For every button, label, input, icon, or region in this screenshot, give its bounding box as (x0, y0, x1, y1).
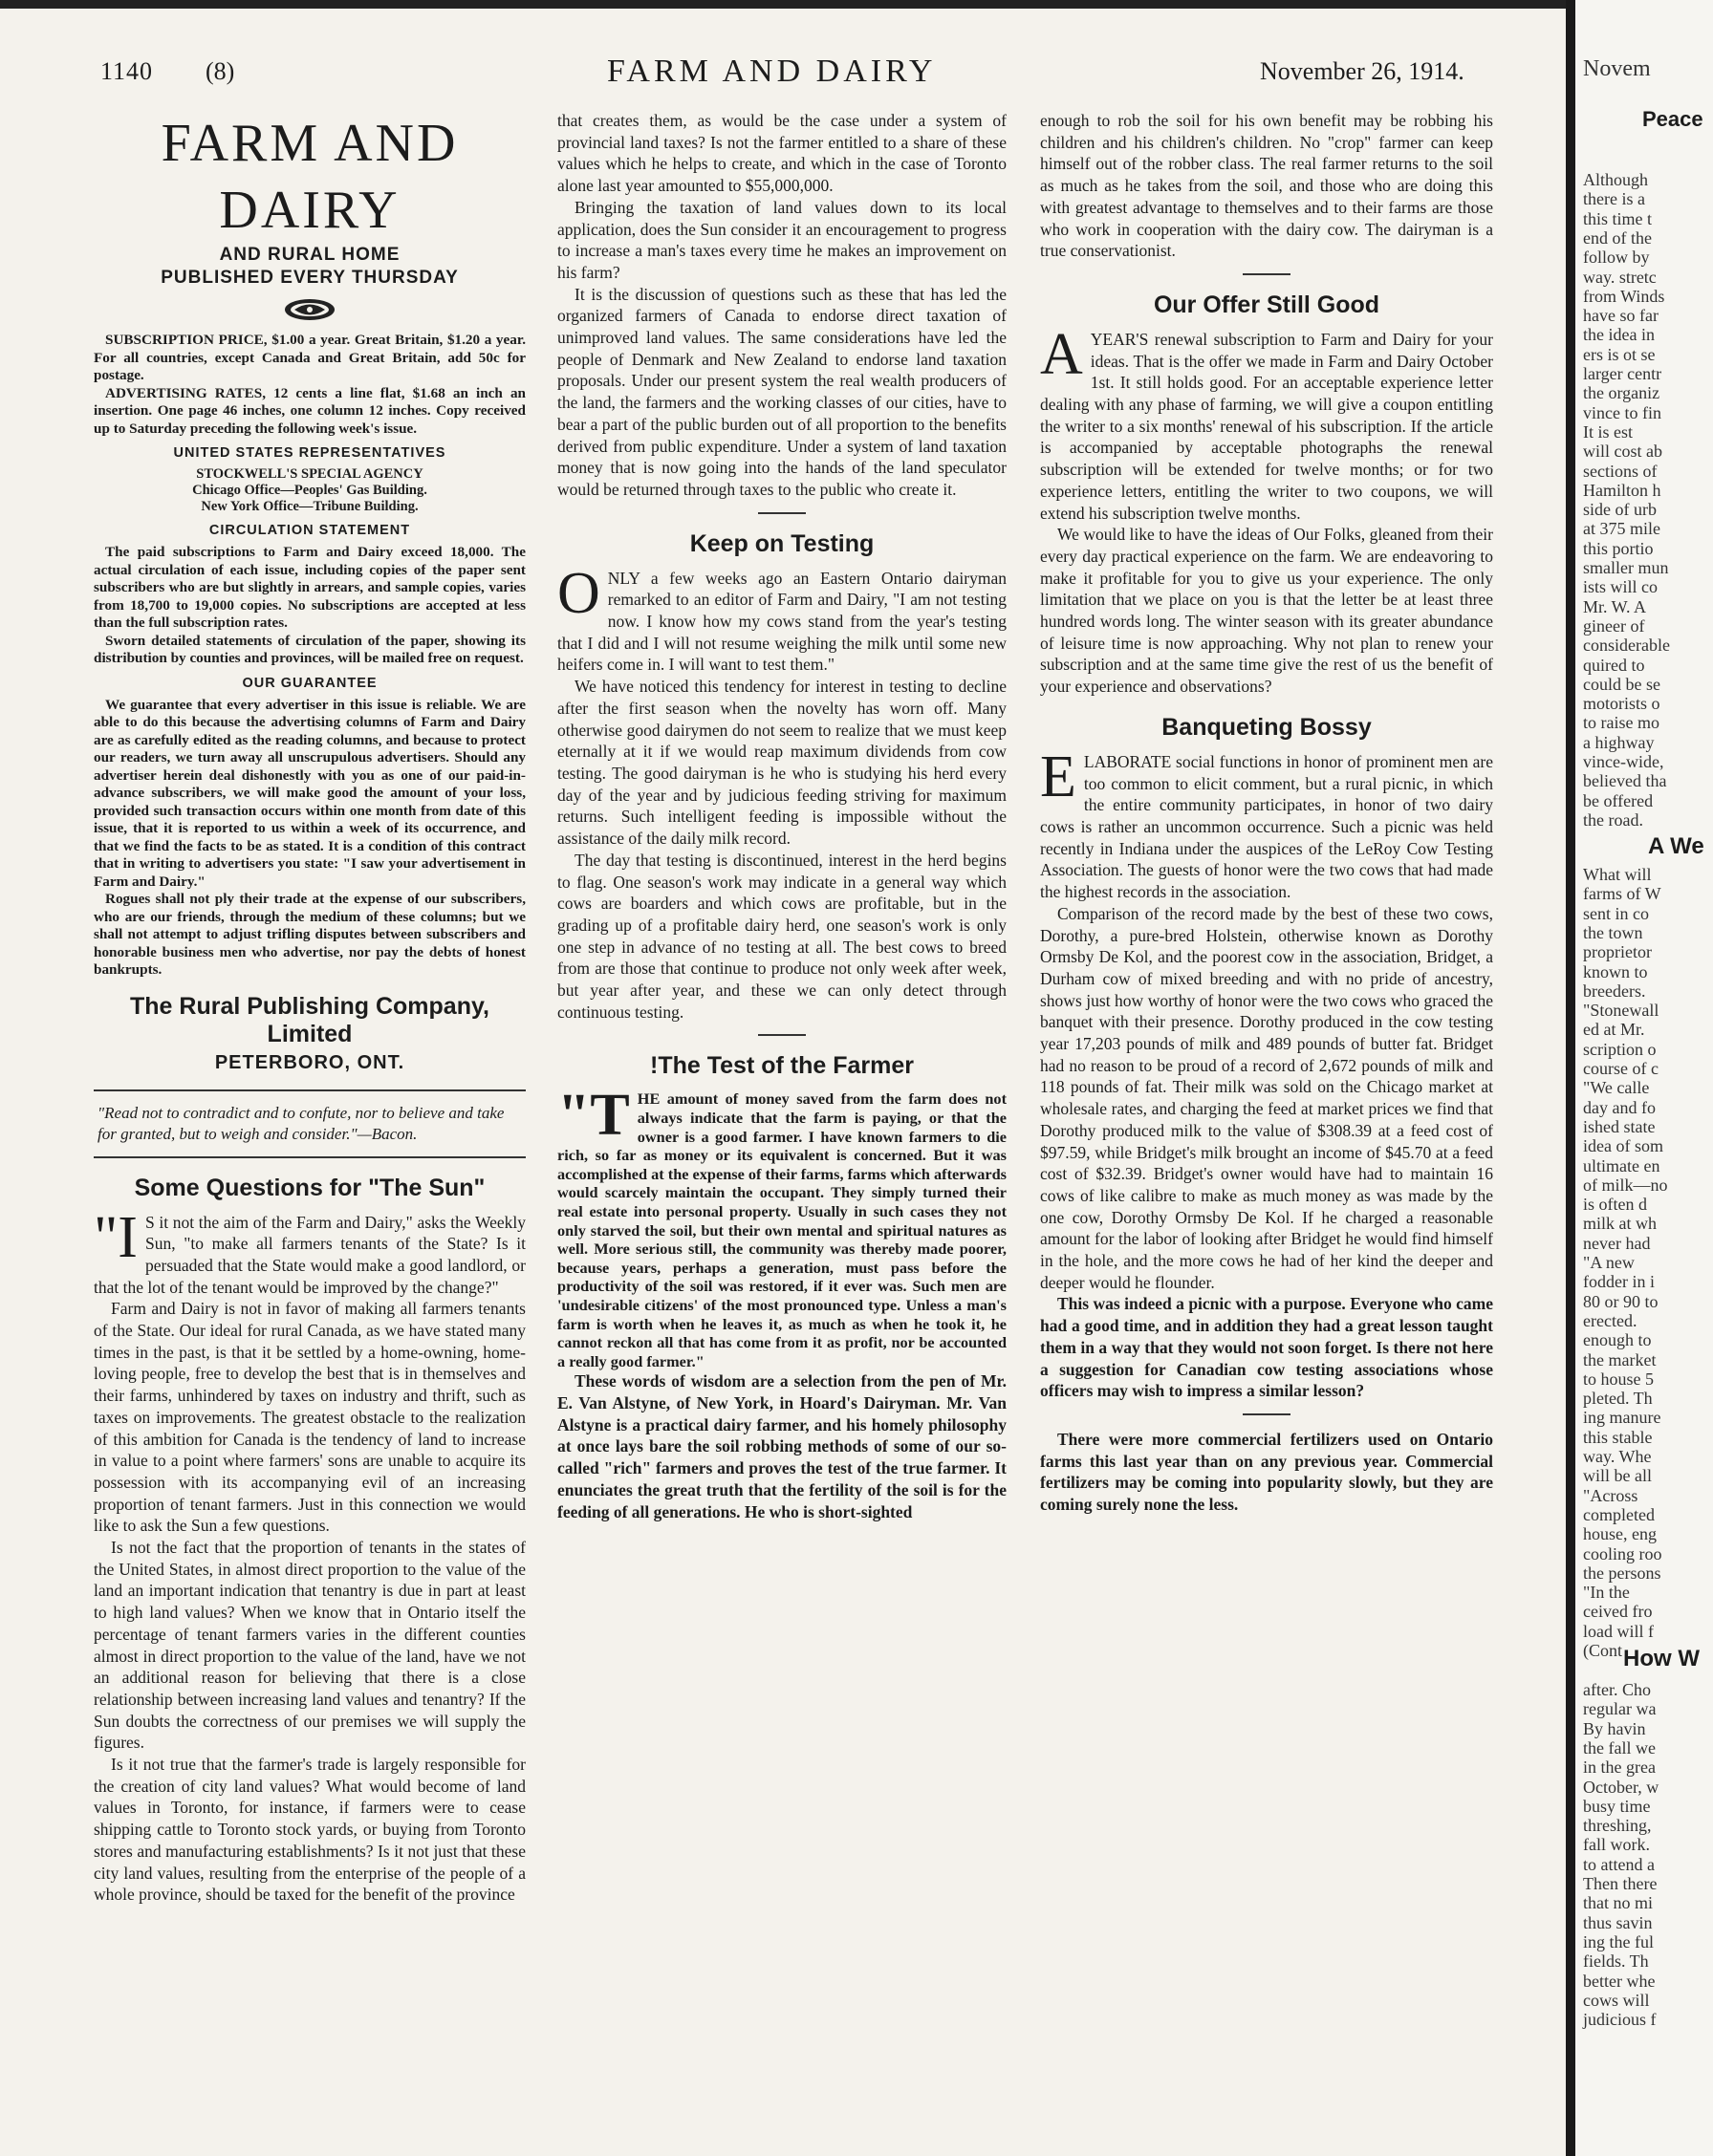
facing-page-line: enough to (1583, 1330, 1652, 1350)
facing-page-line: the fall we (1583, 1737, 1656, 1757)
facing-page-line: the town (1583, 922, 1643, 942)
bossy-paragraph-3: This was indeed a picnic with a purpose. Everyone who came had a good time, and in addition they had a great lesson taught them in a way that they would not soon forget. Is there not here a suggestion for Canadian cow testing associations whose officers may wish to impress a similar lesson? (1040, 1294, 1493, 1401)
facing-page-line: known to (1583, 961, 1648, 981)
facing-page-line: smaller mun (1583, 558, 1669, 577)
facing-page-line: way. stretc (1583, 267, 1657, 287)
testing-paragraph-1: ONLY a few weeks ago an Eastern Ontario dairyman remarked to an editor of Farm and Dairy, "I am not testing now. I know how my cows stand from the year's testing that I did and I will not resume weighing the milk until some new heifers come in. I will want to test them." (557, 560, 1007, 675)
facing-page-line: Mr. W. A (1583, 596, 1647, 616)
column-3 (1040, 110, 1493, 2136)
facing-page-line: thus savin (1583, 1912, 1653, 1932)
farmer-paragraph-2: These words of wisdom are a selection from the pen of Mr. E. Van Alstyne, of New York, in Hoard's Dairyman. Mr. Van Alstyne is a practical dairy farmer, and his homely philosophy at once lays bare the soil robbing methods of some of our so-called "rich" farmers and proves the test of the true farmer. It enunciates the great truth that the fertility of the soil is for the feeding of all generations. He who is short-sighted (557, 1371, 1007, 1521)
facing-page-line: to attend a (1583, 1854, 1655, 1874)
guarantee-heading: OUR GUARANTEE (242, 675, 378, 691)
bossy-paragraph-2: Comparison of the record made by the best of these two cows, Dorothy, a pure-bred Holstein, otherwise known as Dorothy Ormsby De Kol, and the poorest cow in the association, Bridget, a Durham cow of mixed breeding and with no pride of ancestry, shows just how worthy of honor were the two cows who graced the banquet with their presence. Dorothy produced in the cow testing year 17,203 pounds of milk and 489 pounds of butter fat. Bridget had no reason to be proud of a record of 2,672 pounds of milk and 118 pounds of fat. Their milk was sold on the Chicago market at wholesale rates, and charging the feed at market prices we find that Dorothy produced milk to the value of $308.39 at a feed cost of $97.59, while Bridget's milk brought an income of $45.70 at a feed cost of $32.39. Bridget's owner would have had to maintain 16 cows of like calibre to make as much money as was made by the one cow, Dorothy Ormsby De Kol. If he charged a reasonable amount for the labor of looking after Bridget he would find himself in the hole, and the more cows he had of her kind the deeper and deeper would he flounder. (1040, 903, 1493, 1292)
advertising-rates: ADVERTISING RATES, 12 cents a line flat, $1.68 an inch an insertion. One page 46 inches, one column 12 inches. Copy received up to Saturday preceding the following week's issue. (94, 384, 526, 437)
facing-page-line: in the grea (1583, 1757, 1656, 1778)
paper-title: FARM AND DAIRY (161, 114, 459, 240)
facing-page-line: "A new (1583, 1253, 1635, 1272)
facing-page-line: "We calle (1583, 1078, 1650, 1098)
facing-page-line: ceived fro (1583, 1602, 1653, 1622)
offer-paragraph-2: We would like to have the ideas of Our Folks, gleaned from their every day practical experience on the farm. We are endeavoring to make it profitable for you to give us your experience. The only limitation that we place on you is that the letter be at least three hundred words long. The winter season with its greater abundance of leisure time is now approaching. Why not plan to renew your subscription and at the same time give the rest of us the benefit of your experience and observations? (1040, 525, 1493, 697)
facing-page-line: fall work. (1583, 1835, 1650, 1855)
facing-page-line: ished state (1583, 1116, 1656, 1136)
facing-page-line: completed (1583, 1504, 1655, 1524)
facing-page-line: threshing, (1583, 1816, 1652, 1836)
short-divider (1243, 1413, 1290, 1415)
publisher-location: PETERBORO, ONT. (214, 1051, 405, 1073)
facing-page-line: ers is ot se (1583, 344, 1656, 364)
facing-page-line: end of the (1583, 227, 1652, 248)
testing-paragraph-2: We have noticed this tendency for interest in testing to decline after the first season when the novelty has worn off. Many otherwise good dairymen do not seem to realize that we must keep eternally at it if we would reap maximum dividends from cow testing. The good dairyman is he who is studying his herd every day of the year and by judicious feeding striving for maximum returns. Such intelligent feeding is impossible without the assistance of the daily milk record. (557, 677, 1007, 849)
facing-page-line: at 375 mile (1583, 519, 1660, 539)
facing-page-line: from Winds (1583, 286, 1665, 306)
facing-page-line: that no mi (1583, 1893, 1653, 1913)
facing-page-line: "Across (1583, 1485, 1638, 1505)
facing-heading-a-we: A We (1648, 833, 1704, 859)
fertilizer-paragraph: There were more commercial fertilizers used on Ontario farms this last year than on any previous year. Commercial fertilizers may be coming into popularity slowly, but they are coming surely none the less. (1040, 1429, 1493, 1515)
divider-rule (94, 1089, 526, 1091)
facing-page-line: It is est (1583, 421, 1633, 442)
chicago-office: Chicago Office—Peoples' Gas Building. (192, 483, 427, 498)
drop-cap: A (1040, 321, 1083, 387)
us-representatives-heading: UNITED STATES REPRESENTATIVES (173, 445, 446, 461)
facing-page-line: believed tha (1583, 771, 1667, 791)
facing-page-line: judicious f (1583, 2010, 1657, 2030)
facing-page-line: sent in co (1583, 903, 1649, 923)
sun-continued-1: that creates them, as would be the case under a system of provincial land taxes? Is not the farmer entitled to a share of these values which he helps to create, and which in the case of Toronto alone last year amounted to $55,000,000. (557, 111, 1007, 196)
facing-page-line: the road. (1583, 809, 1643, 830)
facing-page-line: this time t (1583, 208, 1652, 228)
facing-page-line: fields. Th (1583, 1951, 1649, 1972)
ornament-icon (281, 295, 338, 324)
publication-frequency: PUBLISHED EVERY THURSDAY (161, 268, 459, 288)
bacon-quote: "Read not to contradict and to confute, nor to believe and take for granted, but to weigh and consider."—Bacon. (98, 1103, 505, 1143)
sun-continued-3: It is the discussion of questions such as these that has led the organized farmers of Canada to endorse direct taxation of unimproved land values. The same considerations have led the people of Denmark and New Zealand to endorse land taxation proposals. Under our present system the real wealth producers of the land, the farmers and the working classes of our cities, have to bear a part of the public burden out of all proportion to the benefits derived from public expenditure. Under a system of land taxation money that is now going into the hands of the land speculator would be returned through taxes to the public who create it. (557, 284, 1007, 499)
farmer-quote-paragraph: "THE amount of money saved from the farm does not always indicate that the farm is paying, or that the owner is a good farmer. I have known farmers to die rich, so far as money or its equivalent is concerned. But it was accomplished at the expense of their farms, farms which afterwards would scarcely maintain the occupant. They simply turned their real estate into personal property. Usually in such cases they not only starved the soil, but their own mental and spiritual natures as well. More serious still, the community was thereby made poorer, because years, perhaps a generation, must pass before the productivity of the soil was restored, if it ever was. Such men are 'undesirable citizens' of the most pronounced type. Unless a man's farm is worth when he leaves it, as much as when he took it, he cannot reckon all that has come from it as profit, nor be accounted a really good farmer." (557, 1083, 1007, 1370)
testing-article-heading: Keep on Testing (689, 529, 875, 557)
facing-page-line: be offered (1583, 790, 1654, 810)
facing-page-line: considerable (1583, 636, 1670, 656)
facing-page-line: this stable (1583, 1427, 1653, 1447)
facing-page-line: the market (1583, 1349, 1657, 1369)
bossy-article-heading: Banqueting Bossy (1161, 713, 1372, 741)
facing-page-line: there is a (1583, 189, 1645, 209)
facing-page (1575, 0, 1713, 2156)
facing-page-line: of milk—no (1583, 1175, 1668, 1195)
facing-page-line: have so far (1583, 306, 1659, 326)
facing-page-line: sections of (1583, 461, 1658, 481)
facing-page-line: course of c (1583, 1059, 1659, 1078)
sun-continued-2: Bringing the taxation of land values down to its local application, does the Sun consider it an encouragement to progress to increase a man's taxes every time he makes an improvement on his farm? (557, 197, 1007, 282)
newyork-office: New York Office—Tribune Building. (201, 499, 419, 514)
facing-page-line: (Cont (1583, 1641, 1623, 1660)
short-divider (1243, 273, 1290, 275)
facing-page-line: vince-wide, (1583, 752, 1664, 771)
facing-page-line: Although (1583, 170, 1649, 189)
short-divider (758, 1034, 806, 1036)
facing-page-line: load will f (1583, 1621, 1654, 1641)
testing-paragraph-3: The day that testing is discontinued, interest in the herd begins to flag. One season's work may indicate in a general way which cows are boarders and which cows are profitable, but in the grading up of a profitable dairy herd, one season's work is only one step in advance of no testing at all. The best cows to breed from are those that continue to produce not only week after week, but year after year, and these we can only detect through continuous testing. (557, 850, 1007, 1022)
facing-page-line: cooling roo (1583, 1543, 1662, 1563)
facing-page-line: ists will co (1583, 577, 1659, 597)
facing-page-line: way. Whe (1583, 1447, 1652, 1466)
facing-page-line: better whe (1583, 1971, 1656, 1991)
drop-cap: O (557, 560, 600, 626)
farmer-article-heading: !The Test of the Farmer (650, 1052, 914, 1080)
facing-page-line: to raise mo (1583, 713, 1659, 733)
column-2 (557, 110, 1007, 2136)
sun-paragraph-1: "I S it not the aim of the Farm and Dairy," asks the Weekly Sun, "to make all farmers tenants of the State? Is it persuaded that the State would make a good landlord, or that the lot of the tenant would be improved by the change?" (94, 1204, 526, 1297)
facing-page-line: side of urb (1583, 500, 1657, 520)
facing-heading-how: How W (1623, 1646, 1700, 1671)
guarantee-text: We guarantee that every advertiser in this issue is reliable. We are able to do this because the advertising columns of Farm and Dairy are as carefully edited as the reading columns, and because to protect our readers, we turn away all unscrupulous advertisers. Should any advertiser herein deal dishonestly with you as one of our paid-in-advance subscribers, we will make good the amount of your loss, provided such transaction occurs within one month from date of this issue, that it is reported to us within a week of its occurrence, and that we find the facts to be as stated. It is a condition of this contract that in writing to advertisers you state: "I saw your advertisement in Farm and Dairy." (94, 696, 526, 890)
facing-page-line: ultimate en (1583, 1155, 1660, 1175)
facing-heading-peace: Peace (1642, 107, 1703, 131)
facing-page-line: 80 or 90 to (1583, 1291, 1659, 1311)
facing-page-line: gineer of (1583, 615, 1645, 636)
facing-page-line: ed at Mr. (1583, 1020, 1645, 1040)
facing-page-line: breeders. (1583, 981, 1646, 1001)
guarantee-rogues: Rogues shall not ply their trade at the expense of our subscribers, who are our friends, through the medium of these columns; but we shall not attempt to adjust trifling disputes between subscribers and honorable business men who advertise, nor pay the debts of honest bankrupts. (94, 891, 526, 978)
publisher-name: The Rural Publishing Company, Limited (130, 992, 489, 1047)
circulation-statement: The paid subscriptions to Farm and Dairy exceed 18,000. The actual circulation of each issue, including copies of the paper sent subscribers who are but slightly in arrears, and sample copies, varies from 18,700 to 19,000 copies. No subscriptions are accepted at less than the full subscription rates. (94, 544, 526, 631)
facing-page-line: milk at wh (1583, 1214, 1657, 1234)
sun-paragraph-2: Farm and Dairy is not in favor of making all farmers tenants of the State. Our ideal for rural Canada, as we have stated many times in the past, is that it be settled by a home-owning, home-loving people, free to develop the best that is in themselves and their farms, unhindered by taxes on industry and thrift, such as taxes on improvements. The greatest obstacle to the realization of this ambition for Canada is the tendency of land to increase in value to a point where farmers' sons are unable to acquire its possession with its accompanying evil of an increasing proportion of tenant farmers. Just in this connection we would like to ask the Sun a few questions. (94, 1299, 526, 1536)
facing-page-line: vince to fin (1583, 402, 1661, 422)
facing-page-line: will cost ab (1583, 442, 1662, 462)
facing-page-line: Then there (1583, 1874, 1658, 1893)
facing-page-line: erected. (1583, 1310, 1637, 1330)
facing-page-header: Novem (1583, 56, 1651, 81)
page-gutter (1566, 0, 1575, 2156)
subscription-price: SUBSCRIPTION PRICE, $1.00 a year. Great Britain, $1.20 a year. For all countries, except Canada and Great Britain, add 50c for postage. (94, 332, 526, 383)
drop-cap: "T (557, 1083, 630, 1149)
facing-page-line: will be all (1583, 1466, 1652, 1486)
short-divider (758, 512, 806, 514)
facing-page-line: "Stonewall (1583, 1001, 1659, 1021)
facing-page-line: the idea in (1583, 325, 1655, 345)
divider-rule (94, 1156, 526, 1158)
circulation-sworn: Sworn detailed statements of circulation of the paper, showing its distribution by counties and provinces, will be mailed free on request. (94, 632, 526, 666)
offer-paragraph-1: AYEAR'S renewal subscription to Farm and Dairy for your ideas. That is the offer we made in Farm and Dairy October 1st. It still holds good. For an acceptable experience letter dealing with any phase of farming, we will give a coupon entitling the writer to a six months' renewal of his subscription. If the article is accompanied by acceptable photographs the renewal subscription will be extended for twelve months; or for two experience letters, entitling the writer to two coupons, we will extend his subscription twelve months. (1040, 321, 1493, 523)
drop-cap: "I (94, 1204, 138, 1270)
facing-page-line: after. Cho (1583, 1680, 1651, 1699)
facing-page-line: ing manure (1583, 1408, 1661, 1428)
agency-name: STOCKWELL'S SPECIAL AGENCY (196, 466, 423, 482)
facing-page-line: ing the ful (1583, 1931, 1654, 1951)
facing-page-line: the organiz (1583, 383, 1660, 403)
masthead-title: FARM AND DAIRY (607, 54, 937, 89)
sun-paragraph-3: Is not the fact that the proportion of tenants in the states of the United States, in almost direct proportion to the value of the land an important indication that tenantry is due in part at least to high land values? When we know that in Ontario itself the percentage of tenant farmers varies in the different counties almost in direct proportion to the value of the land, have we not an additional reason for believing that there is a close relationship between increasing land values and tenantry? If the Sun doubts the correctness of our premises we will supply the figures. (94, 1538, 526, 1753)
facing-page-line: cows will (1583, 1990, 1650, 2010)
facing-page-line: to house 5 (1583, 1369, 1654, 1389)
bossy-paragraph-1: ELABORATE social functions in honor of prominent men are too common to elicit comment, but a rural picnic, in which the entire community participates, in honor of two dairy cows is rather an uncommon occurrence. Such a picnic was held recently in Indiana under the auspices of the LeRoy Cow Testing Association. The guests of honor were the two cows that had made the highest records in the association. (1040, 744, 1493, 902)
facing-page-line: What will (1583, 865, 1652, 884)
facing-page-line: day and fo (1583, 1097, 1656, 1117)
facing-page-line: could be se (1583, 674, 1660, 694)
facing-page-line: scription o (1583, 1039, 1657, 1059)
farmer-continued: enough to rob the soil for his own benefit may be robbing his children and his children's children. No "crop" farmer can keep himself out of the robber class. The real farmer returns to the soil as much as he takes from the soil, and those who are doing this with greatest advantage to themselves and to their farms are those who work in cooperation with the dairy cow. The dairyman is a true conservationist. (1040, 111, 1493, 261)
sun-article-heading: Some Questions for "The Sun" (134, 1174, 486, 1201)
issue-date: November 26, 1914. (1260, 57, 1464, 85)
facing-page-line: busy time (1583, 1796, 1651, 1816)
sun-paragraph-4: Is it not true that the farmer's trade is largely responsible for the creation of city land values? What would become of land values in Toronto, for instance, if farmers were to cease shipping cattle to Toronto stock yards, or buying from Toronto stores and manufacturing establishments? Is it not just that these city land values, resulting from the enterprise of the people of a whole province, should be taxed for the benefit of the province (94, 1755, 526, 1905)
facing-page-line: is often d (1583, 1195, 1647, 1215)
offer-article-heading: Our Offer Still Good (1153, 291, 1380, 318)
facing-page-line: never had (1583, 1233, 1651, 1253)
facing-page-line: By havin (1583, 1718, 1646, 1738)
facing-page-line: follow by (1583, 248, 1650, 268)
facing-page-line: motorists o (1583, 694, 1660, 714)
facing-page-line: farms of W (1583, 884, 1661, 904)
facing-page-line: idea of som (1583, 1136, 1663, 1156)
facing-page-line: larger centr (1583, 364, 1662, 383)
facing-page-line: regular wa (1583, 1699, 1657, 1719)
facing-page-line: pleted. Th (1583, 1389, 1653, 1409)
page-top-edge (0, 0, 1713, 9)
facing-page-line: proprietor (1583, 942, 1652, 962)
facing-page-line: quired to (1583, 655, 1645, 675)
facing-page-line: a highway (1583, 732, 1655, 752)
facing-page-line: October, w (1583, 1777, 1659, 1797)
facing-page-line: the persons (1583, 1563, 1661, 1583)
facing-page-line: "In the (1583, 1583, 1630, 1603)
page-number: 1140 (100, 57, 154, 85)
section-number: (8) (206, 57, 235, 85)
circulation-heading: CIRCULATION STATEMENT (208, 523, 411, 538)
facing-page-line: house, eng (1583, 1524, 1657, 1544)
drop-cap: E (1040, 744, 1076, 809)
facing-page-line: Hamilton h (1583, 480, 1661, 500)
column-1 (94, 110, 526, 2136)
facing-page-line: this portio (1583, 538, 1654, 558)
facing-page-line: fodder in i (1583, 1272, 1655, 1292)
paper-subtitle: AND RURAL HOME (219, 245, 401, 265)
running-header (100, 54, 1553, 96)
